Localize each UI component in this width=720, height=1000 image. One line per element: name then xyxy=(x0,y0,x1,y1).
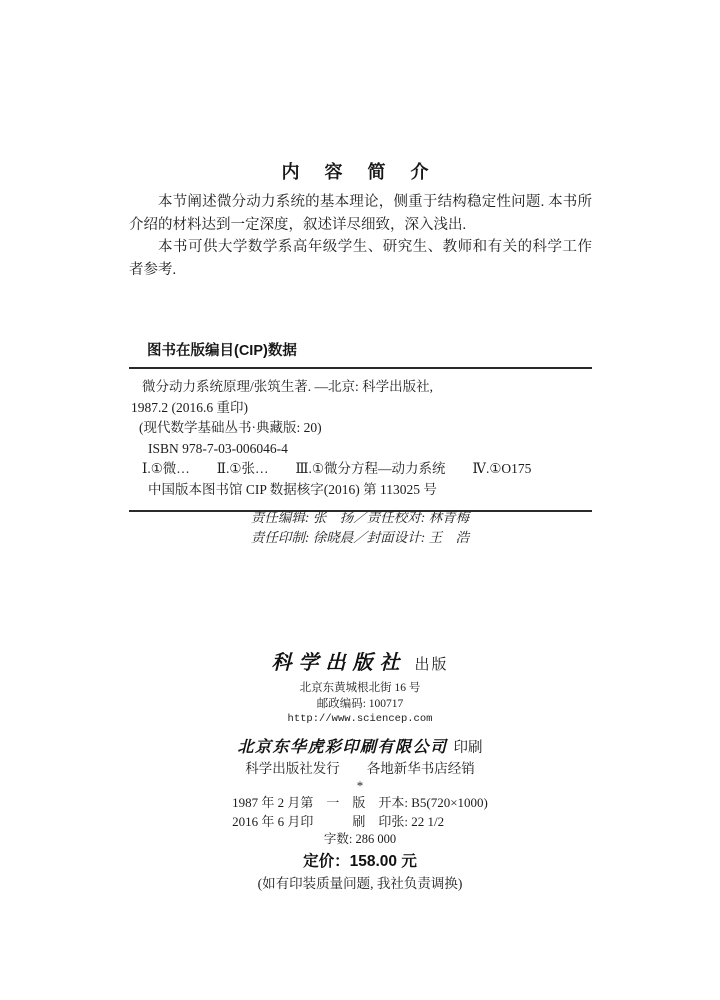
credits-section xyxy=(0,508,720,548)
cip-line-isbn: ISBN 978-7-03-006046-4 xyxy=(148,440,288,456)
printer-suffix: 印刷 xyxy=(453,740,483,756)
cip-line-title: 微分动力系统原理/张筑生著. —北京: 科学出版社, xyxy=(142,379,434,394)
publisher-address: 北京东黄城根北街 16 号 xyxy=(299,682,421,694)
cip-line-series: (现代数学基础丛书·典藏版: 20) xyxy=(139,420,322,435)
cip-box xyxy=(129,339,592,512)
publisher-logo: 科学出版社 xyxy=(271,652,407,674)
publisher-postcode: 邮政编码: 100717 xyxy=(316,698,404,710)
cip-line-registry: 中国版本图书馆 CIP 数据核字(2016) 第 113025 号 xyxy=(148,481,437,497)
intro-section xyxy=(129,191,592,281)
cip-line-year: 1987.2 (2016.6 重印) xyxy=(131,399,248,415)
cip-header: 图书在版编目(CIP)数据 xyxy=(147,343,297,359)
intro-heading: 内 容 简 介 xyxy=(281,162,439,182)
credits-line-editor: 责任编辑: 张 扬／责任校对: 林青梅 xyxy=(250,510,470,525)
publisher-url: http://www.sciencep.com xyxy=(287,713,433,725)
printer-line xyxy=(0,734,720,757)
edition-block xyxy=(232,794,488,831)
quality-note: (如有印装质量问题, 我社负责调换) xyxy=(257,876,463,891)
asterisk-divider: * xyxy=(356,778,364,793)
intro-paragraph: 本节阐述微分动力系统的基本理论，侧重于结构稳定性问题. 本书所介绍的材料达到一定深度，叙述详尽细致，深入浅出. xyxy=(129,194,592,233)
edition-line-first: 1987 年 2 月第 一 版 开本: B5(720×1000) xyxy=(232,795,488,810)
publisher-suffix: 出版 xyxy=(414,657,449,673)
colophon-section xyxy=(0,646,720,893)
intro-paragraph: 本书可供大学数学系高年级学生、研究生、教师和有关的科学工作者参考. xyxy=(129,239,592,278)
distribution-line: 科学出版社发行 各地新华书店经销 xyxy=(245,761,475,776)
word-count: 字数: 286 000 xyxy=(323,832,397,846)
printer-name: 北京东华虎彩印刷有限公司 xyxy=(237,739,448,756)
publisher-line xyxy=(0,646,720,675)
cip-line-classification: Ⅰ.①微… Ⅱ.①张… Ⅲ.①微分方程—动力系统 Ⅳ.①O175 xyxy=(142,461,532,476)
edition-line-reprint: 2016 年 6 月印 刷 印张: 22 1/2 xyxy=(232,813,445,829)
price: 定价：158.00 元 xyxy=(303,853,417,870)
credits-line-printing: 责任印制: 徐晓晨／封面设计: 王 浩 xyxy=(250,530,470,545)
cip-body xyxy=(129,367,592,512)
